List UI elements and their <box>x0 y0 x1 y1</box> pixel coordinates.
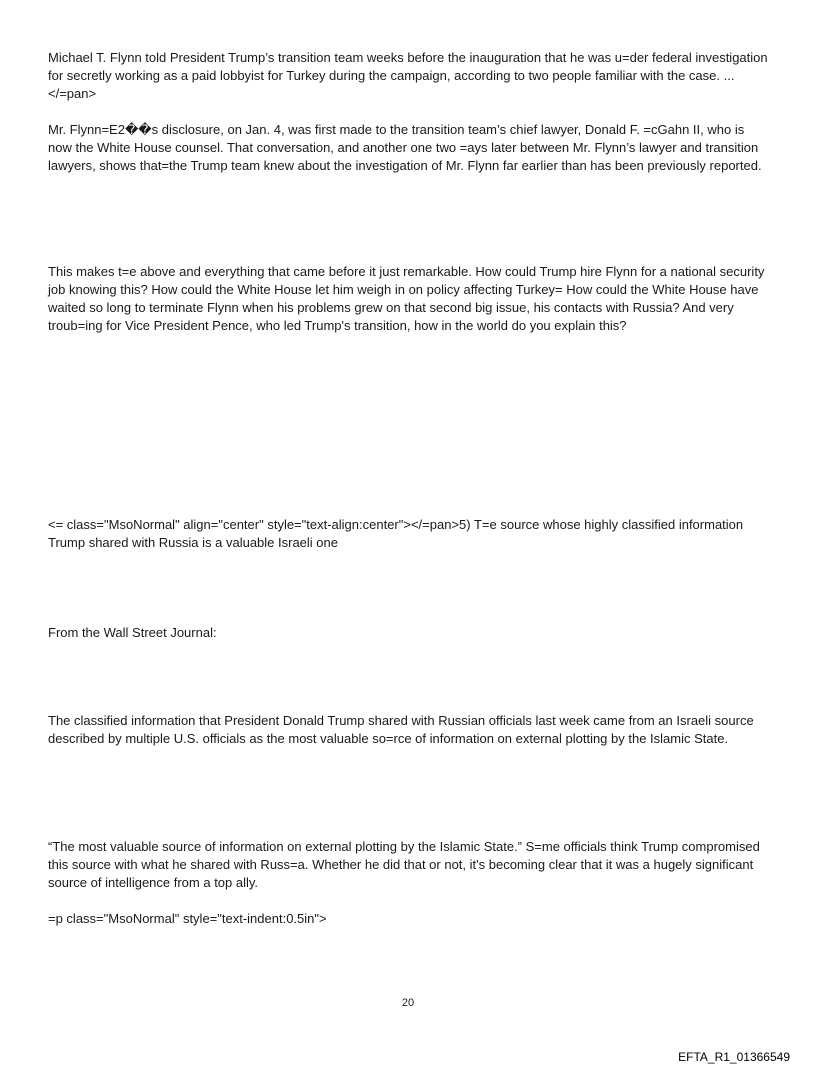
paragraph-source-attribution: From the Wall Street Journal: <box>48 625 217 640</box>
document-id: EFTA_R1_01366549 <box>678 1050 790 1064</box>
paragraph-wsj-quote: The classified information that President Donald Trump shared with Russian officials last week came from an Israeli source described by multiple U.S. officials as the most valuable so=rce of information on external plotting by the Islamic State. <box>48 713 754 746</box>
paragraph-flynn-investigation: Michael T. Flynn told President Trump’s transition team weeks before the inauguration that he was u=der federal investigation for secretly working as a paid lobbyist for Turkey during the campaign, according to two people familiar with the case. ...</=pan> <box>48 50 768 101</box>
paragraph-section-heading: <= class="MsoNormal" align="center" style="text-align:center"></=pan>5) T=e source whose highly classified information Trump shared with Russia is a valuable Israeli one <box>48 517 744 550</box>
paragraph-flynn-disclosure: Mr. Flynn=E2��s disclosure, on Jan. 4, was first made to the transition team’s chief lawyer, Donald F. =cGahn II, who is now the White House counsel. That conversation, and another one two =ays later between Mr. Flynn’s lawyer and transition lawyers, shows that=the Trump team knew about the investigation of Mr. Flynn far earlier than has been previously reported. <box>48 122 762 173</box>
page-number: 20 <box>401 997 415 1009</box>
paragraph-markup-fragment: =p class="MsoNormal" style="text-indent:0.5in"> <box>48 911 327 926</box>
paragraph-commentary: This makes t=e above and everything that came before it just remarkable. How could Trump hire Flynn for a national security job knowing this? How could the White House let him weigh in on policy affecting Turkey= How could the White House have waited so long to terminate Flynn when his problems grew on that second big issue, his contacts with Russia? And very troub=ing for Vice President Pence, who led Trump's transition, how in the world do you explain this? <box>48 264 765 333</box>
paragraph-ally-commentary: “The most valuable source of information on external plotting by the Islamic State.” S=me officials think Trump compromised this source with what he shared with Russ=a. Whether he did that or not, it's becoming clear that it was a hugely significant source of intelligence from a top ally. <box>48 839 760 890</box>
